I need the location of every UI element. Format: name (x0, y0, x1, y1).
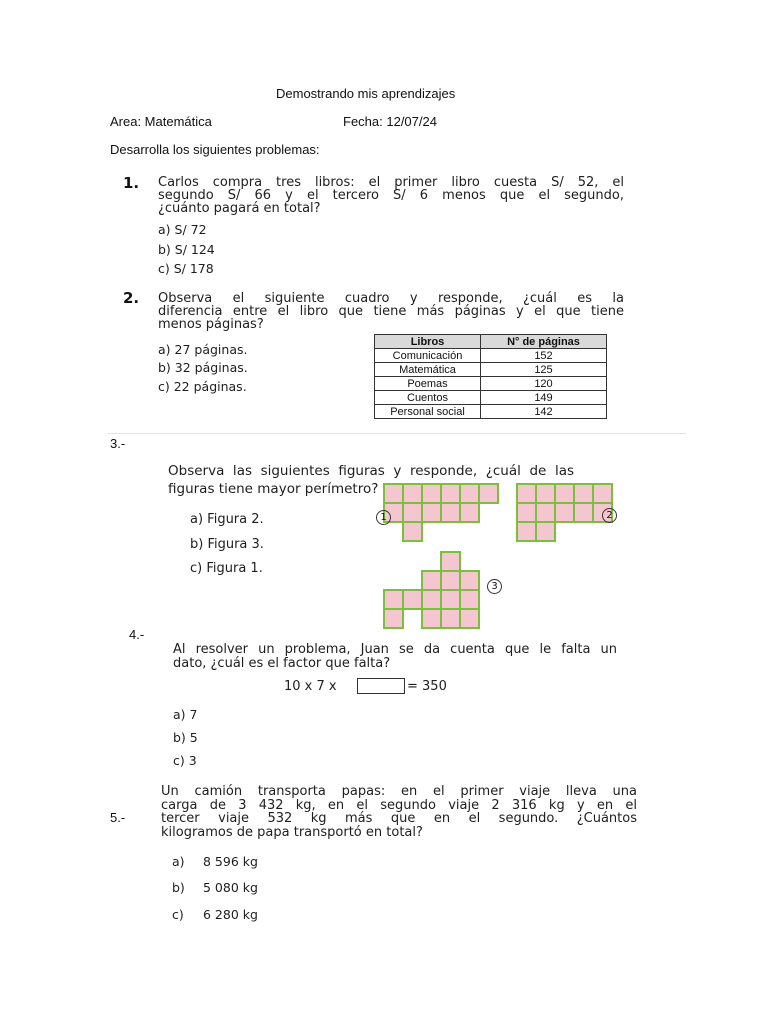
figure-2-cell (554, 502, 575, 523)
pages-table (374, 334, 607, 419)
area-label: Area: Matemática (110, 114, 212, 129)
table-cell: Poemas (375, 377, 481, 391)
q1-line: segundo S/ 66 y el tercero S/ 6 menos que el segundo, (158, 188, 624, 203)
figure-2-cell (535, 483, 556, 504)
q3-option-b: b) Figura 3. (190, 537, 264, 552)
q1-text (158, 176, 624, 215)
q3-line: figuras tiene mayor perímetro? (168, 481, 379, 497)
table-row (375, 363, 607, 377)
q2-option-b: b) 32 páginas. (158, 360, 248, 375)
figure-3-cell (440, 570, 461, 591)
figure-3-cell (383, 608, 404, 629)
table-cell: 120 (481, 377, 607, 391)
q5-line: Un camión transporta papas: en el primer viaje lleva una (161, 784, 637, 799)
q1-option-c: c) S/ 178 (158, 261, 214, 276)
figure-3-cell (383, 589, 404, 610)
q5-line: tercer viaje 532 kg más que en el segundo. ¿Cuántos (161, 811, 637, 826)
q2-line: diferencia entre el libro que tiene más páginas y el que tiene (158, 304, 624, 319)
table-row (375, 391, 607, 405)
document-title: Demostrando mis aprendizajes (276, 86, 456, 101)
q4-equation-left: 10 x 7 x (284, 679, 337, 694)
q2-option-c: c) 22 páginas. (158, 379, 247, 394)
q4-number: 4.- (129, 627, 145, 642)
figure-2-cell (535, 502, 556, 523)
q5-option-c-value: 6 280 kg (203, 907, 258, 922)
q5-option-b-value: 5 080 kg (203, 880, 258, 895)
figure-2-cell (573, 502, 594, 523)
q4-option-a: a) 7 (173, 707, 198, 722)
q2-text (158, 292, 624, 331)
table-header-libros: Libros (375, 335, 481, 349)
table-row (375, 405, 607, 419)
table-row (375, 349, 607, 363)
table-cell: Comunicación (375, 349, 481, 363)
figure-2-label: 2 (602, 508, 617, 523)
figure-2-cell (516, 502, 537, 523)
table-header-pages: N° de páginas (481, 335, 607, 349)
table-cell: 149 (481, 391, 607, 405)
figure-2-cell (592, 483, 613, 504)
table-cell: 125 (481, 363, 607, 377)
figure-3-cell (421, 589, 442, 610)
figure-1-cell (383, 483, 404, 504)
figure-1-cell (440, 502, 461, 523)
q4-line: Al resolver un problema, Juan se da cuenta que le falta un (173, 642, 617, 657)
figure-2-cell (554, 483, 575, 504)
q3-text (168, 462, 574, 498)
q5-line: kilogramos de papa transportó en total? (161, 824, 423, 840)
figure-3-cell (440, 589, 461, 610)
figure-2-cell (516, 521, 537, 542)
figure-1-cell (478, 483, 499, 504)
q5-option-a-letter: a) (172, 854, 185, 869)
q3-number: 3.- (110, 436, 126, 451)
q1-option-a: a) S/ 72 (158, 222, 207, 237)
table-row (375, 377, 607, 391)
q5-option-b-letter: b) (172, 880, 185, 895)
q5-text (161, 785, 637, 839)
figure-1-cell (421, 483, 442, 504)
figure-2-cell (516, 483, 537, 504)
q4-option-c: c) 3 (173, 753, 197, 768)
figure-3-cell (421, 570, 442, 591)
figure-1-cell (402, 483, 423, 504)
table-cell: Matemática (375, 363, 481, 377)
date-label: Fecha: 12/07/24 (343, 114, 437, 129)
figure-3-cell (459, 589, 480, 610)
q3-option-a: a) Figura 2. (190, 512, 264, 527)
q5-number: 5.- (110, 810, 126, 825)
q5-option-a-value: 8 596 kg (203, 854, 258, 869)
table-cell: 142 (481, 405, 607, 419)
figure-3-cell (402, 589, 423, 610)
figure-1-cell (459, 502, 480, 523)
table-header-row (375, 335, 607, 349)
q2-number: 2. (123, 289, 140, 307)
q3-option-c: c) Figura 1. (190, 561, 263, 576)
q3-line: Observa las siguientes figuras y responde, ¿cuál de las (168, 463, 574, 479)
figure-1-cell (440, 483, 461, 504)
figure-1-cell (402, 521, 423, 542)
figure-3-cell (459, 608, 480, 629)
figure-3-cell (440, 608, 461, 629)
table-cell: Personal social (375, 405, 481, 419)
figure-1-cell (421, 502, 442, 523)
section-divider (108, 433, 686, 434)
table-cell: 152 (481, 349, 607, 363)
q2-option-a: a) 27 páginas. (158, 342, 248, 357)
figure-2-cell (573, 483, 594, 504)
figure-3-cell (421, 608, 442, 629)
q4-option-b: b) 5 (173, 730, 198, 745)
q4-equation-right: = 350 (407, 679, 447, 694)
q1-number: 1. (123, 174, 140, 192)
q4-text (173, 643, 617, 671)
q4-blank-box (357, 678, 405, 694)
figure-3-cell (459, 570, 480, 591)
q2-line: Observa el siguiente cuadro y responde, ¿cuál es la (158, 291, 624, 306)
figure-1-label: 1 (376, 510, 391, 525)
instruction-text: Desarrolla los siguientes problemas: (110, 142, 320, 157)
figure-1-cell (459, 483, 480, 504)
figure-3-label: 3 (487, 579, 502, 594)
figure-2-cell (535, 521, 556, 542)
figure-1-cell (402, 502, 423, 523)
q1-line: ¿cuánto pagará en total? (158, 201, 321, 216)
figure-3-cell (440, 551, 461, 572)
q2-line: menos páginas? (158, 317, 264, 332)
q5-option-c-letter: c) (172, 907, 184, 922)
q1-line: Carlos compra tres libros: el primer libro cuesta S/ 52, el (158, 175, 624, 190)
q1-option-b: b) S/ 124 (158, 242, 215, 257)
q5-line: carga de 3 432 kg, en el segundo viaje 2 316 kg y en el (161, 797, 637, 813)
q4-line: dato, ¿cuál es el factor que falta? (173, 656, 391, 671)
table-cell: Cuentos (375, 391, 481, 405)
